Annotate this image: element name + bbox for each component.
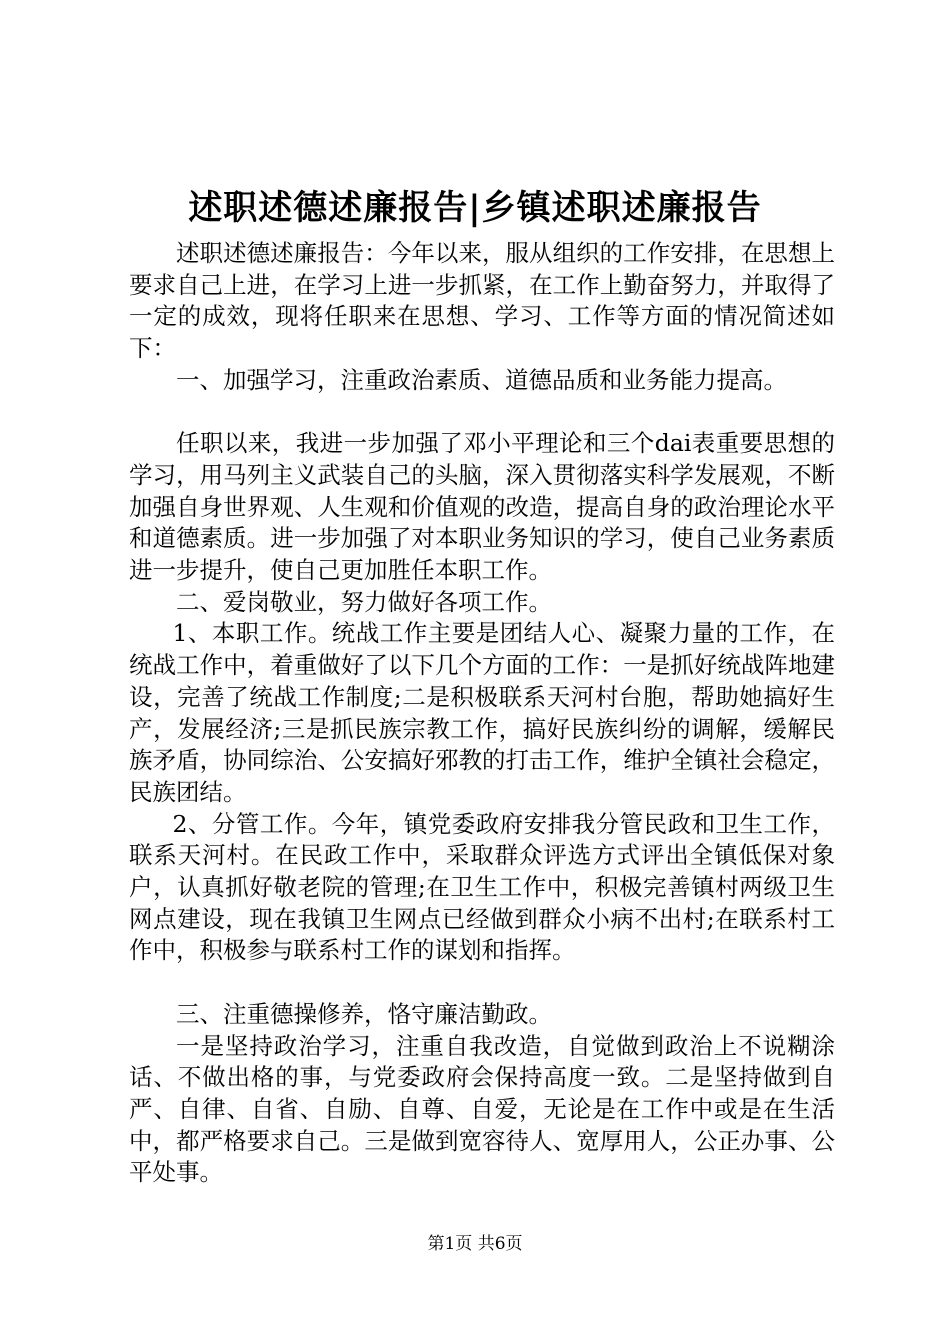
body-paragraph: 任职以来，我进一步加强了邓小平理论和三个dai表重要思想的学习，用马列主义武装自己的头脑，深入贯彻落实科学发展观，不断加强自身世界观、人生观和价值观的改造，提高自身的政治理论水平和道德素质。进一步加强了对本职业务知识的学习，使自己业务素质进一步提升，使自己更加胜任本职工作。 [129, 429, 835, 585]
blank-line [129, 397, 835, 429]
section-heading-3: 三、注重德操修养，恪守廉洁勤政。 [176, 999, 552, 1028]
body-paragraph: 1、本职工作。统战工作主要是团结人心、凝聚力量的工作，在统战工作中，着重做好了以下几个方面的工作：一是抓好统战阵地建设，完善了统战工作制度;二是积极联系天河村台胞，帮助她搞好生产，发展经济;三是抓民族宗教工作，搞好民族纠纷的调解，缓解民族矛盾，协同综治、公安搞好邪教的打击工作，维护全镇社会稳定，民族团结。 [129, 619, 835, 806]
body-paragraph: 2、分管工作。今年，镇党委政府安排我分管民政和卫生工作，联系天河村。在民政工作中，采取群众评选方式评出全镇低保对象户，认真抓好敬老院的管理;在卫生工作中，积极完善镇村两级卫生网点建设，现在我镇卫生网点已经做到群众小病不出村;在联系村工作中，积极参与联系村工作的谋划和指挥。 [129, 809, 835, 965]
blank-line [129, 967, 835, 999]
section-heading-2: 二、爱岗敬业，努力做好各项工作。 [176, 587, 552, 616]
page-footer: 第1页 共6页 [427, 1234, 523, 1254]
section-heading-1: 一、加强学习，注重政治素质、道德品质和业务能力提高。 [176, 365, 787, 394]
document-body [129, 238, 835, 1189]
intro-paragraph: 述职述德述廉报告：今年以来，服从组织的工作安排，在思想上要求自己上进，在学习上进一步抓紧，在工作上勤奋努力，并取得了一定的成效，现将任职来在思想、学习、工作等方面的情况简述如下： [129, 239, 835, 363]
body-paragraph: 一是坚持政治学习，注重自我改造，自觉做到政治上不说糊涂话、不做出格的事，与党委政府会保持高度一致。二是坚持做到自严、自律、自省、自励、自尊、自爱，无论是在工作中或是在生活中，都严格要求自己。三是做到宽容待人、宽厚用人，公正办事、公平处事。 [129, 1031, 835, 1187]
document-title: 述职述德述廉报告|乡镇述职述廉报告 [188, 188, 762, 228]
